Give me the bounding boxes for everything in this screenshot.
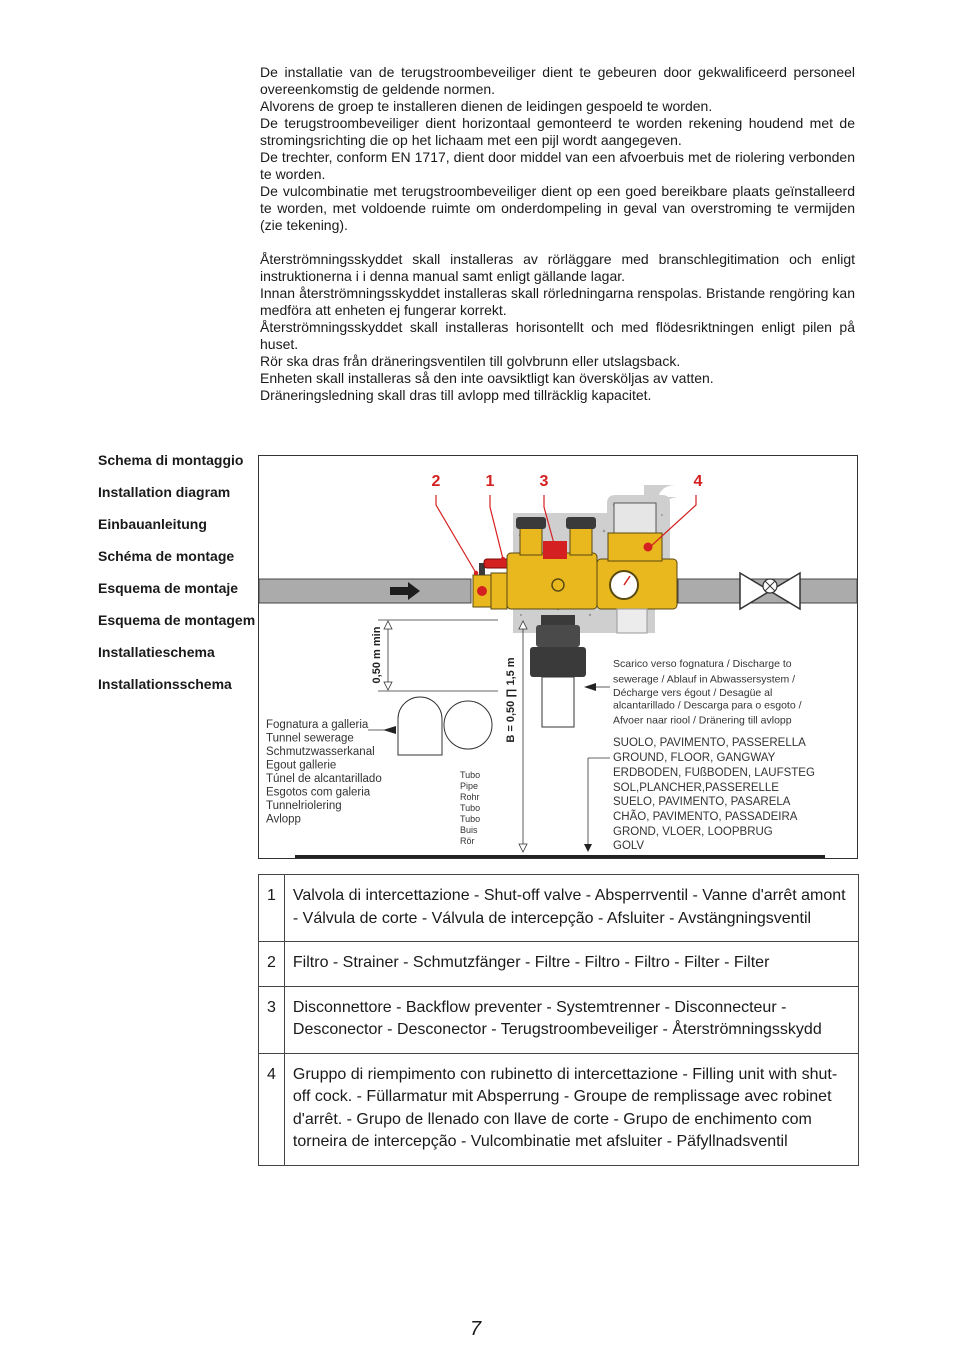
pipe-label: Rör <box>460 836 475 846</box>
callout-1-dot <box>501 557 505 561</box>
legend-row <box>259 942 859 987</box>
legend-description: Filtro - Strainer - Schmutzfänger - Filtre - Filtro - Filtro - Filter - Filter <box>284 942 858 987</box>
inlet-pipe <box>259 579 471 603</box>
backflow-preventer-body <box>507 553 597 609</box>
tunnel-label: Avlopp <box>266 813 301 826</box>
side-label-es: Esquema de montaje <box>98 580 239 596</box>
intro-paragraph-nl: De installatie van de terugstroombeveiliger dient te gebeuren door gekwalificeerd personeel overeenkomstig de geldende normen. <box>260 64 855 97</box>
legend-description: Gruppo di riempimento con rubinetto di intercettazione - Filling unit with shut-off cock. - Füllarmatur mit Absperrung - Groupe de remplissage avec robinet d'arrêt. - Grupo de llenado con llave de corte - Grupo de enchimento com torneira de intercepção - Vulcombinatie met afsluiter - Päfyllnadsventil <box>284 1053 858 1165</box>
tunnel-sewerage-icon <box>398 697 442 755</box>
test-cock-left <box>520 525 542 555</box>
tunnel-label: Tunnel sewerage <box>266 732 354 745</box>
side-label-fr: Schéma de montage <box>98 548 235 564</box>
tunnel-label: Tunnelriolering <box>266 800 342 812</box>
intro-paragraph-sv: Återströmningsskyddet skall installeras horisontellt och med flödesriktningen enligt pilen på huset. <box>260 319 855 352</box>
strainer-body <box>491 573 507 609</box>
dim-b-label: B = 0,50 ∏ 1,5 m <box>505 657 517 743</box>
installation-diagram <box>258 455 858 859</box>
pipe-label: Buis <box>460 825 478 835</box>
intro-paragraph-sv: Dräneringsledning skall dras till avlopp med tillräcklig kapacitet. <box>260 387 652 403</box>
pipe-label: Tubo <box>460 814 481 824</box>
drain-pipe <box>542 677 574 727</box>
discharge-label: alcantarillado / Descarga para o esgoto / <box>613 699 802 712</box>
diagram-side-labels <box>98 452 258 708</box>
funnel-connector <box>541 615 575 625</box>
side-label-sv: Installationsschema <box>98 676 232 692</box>
tunnel-label: Túnel de alcantarillado <box>266 773 382 785</box>
ground-label: ERDBODEN, FUßBODEN, LAUFSTEG <box>613 767 815 779</box>
legend-description: Valvola di intercettazione - Shut-off valve - Absperrventil - Vanne d'arrêt amont - Válvula de corte - Válvula de intercepção - Afsluiter - Avstängningsventil <box>284 875 858 942</box>
paragraph-gap <box>260 234 855 251</box>
filling-unit-indicator <box>644 543 653 552</box>
intro-paragraph-nl: Alvorens de groep te installeren dienen de leidingen gespoeld te worden. <box>260 98 713 114</box>
dim-min-label: 0,50 m min <box>371 626 383 684</box>
ground-label: GOLV <box>613 840 645 852</box>
legend-row <box>259 1053 859 1165</box>
tunnel-label: Egout gallerie <box>266 759 337 772</box>
ground-label: CHÃO, PAVIMENTO, PASSADEIRA <box>613 811 798 823</box>
pipe-label: Tubo <box>460 803 481 813</box>
page-number: 7 <box>470 1318 482 1340</box>
intro-paragraph-sv: Rör ska dras från dräneringsventilen till golvbrunn eller utslagsback. <box>260 353 681 369</box>
side-label-en: Installation diagram <box>98 484 231 500</box>
legend-description: Disconnettore - Backflow preventer - Systemtrenner - Disconnecteur - Desconector - Desconector - Terugstroombeveiliger - Återströmningsskydd <box>284 986 858 1053</box>
ground-label: GROUND, FLOOR, GANGWAY <box>613 752 776 764</box>
ground-label: SUOLO, PAVIMENTO, PASSERELLA <box>613 737 806 749</box>
intro-paragraph-nl: De terugstroombeveiliger dient horizontaal gemonteerd te worden rekening houdend met de stromingsrichting die op het lichaam met een pijl wordt aangegeven. <box>260 115 855 148</box>
pipe-labels <box>460 770 480 846</box>
discharge-label: Scarico verso fognatura / Discharge to <box>613 658 792 670</box>
legend-row <box>259 875 859 942</box>
tunnel-label: Schmutzwasserkanal <box>266 746 375 758</box>
filling-unit-bottom <box>617 609 647 633</box>
intro-paragraph-sv: Återströmningsskyddet skall installeras av rörläggare med branschlegitimation och enligt instruktionerna i i denna manual samt enligt gällande lagar. <box>260 251 855 284</box>
test-cock-right-cap <box>566 517 596 529</box>
tunnel-label: Fognatura a galleria <box>266 719 369 731</box>
intro-paragraph-nl: De vulcombinatie met terugstroombeveiliger dient op een goed bereikbare plaats geïnstalleerd te worden, met voldoende ruimte om onderdompeling in geval van overstroming te vermijden (zie tekening). <box>260 183 855 233</box>
intro-paragraph-sv: Innan återströmningsskyddet installeras skall rörledningarna renspolas. Bristande rengöring kan medföra att enheten ej fungerar korrekt. <box>260 285 855 318</box>
tunnel-label: Esgotos com galeria <box>266 786 371 799</box>
funnel-upper <box>536 625 580 647</box>
side-label-nl: Installatieschema <box>98 644 215 660</box>
callout-3-dot <box>554 549 558 553</box>
intro-paragraph-sv: Enheten skall installeras så den inte oavsiktligt kan översköljas av vatten. <box>260 370 714 386</box>
test-cock-left-cap <box>516 517 546 529</box>
legend-number: 1 <box>259 875 285 942</box>
ground-label: SOL,PLANCHER,PASSERELLE <box>613 782 779 794</box>
intro-text <box>260 64 855 404</box>
legend-row <box>259 986 859 1053</box>
pipe-label: Pipe <box>460 781 479 791</box>
pipe-label: Tubo <box>460 770 481 780</box>
ground-label: GROND, VLOER, LOOPBRUG <box>613 826 773 838</box>
side-label-pt: Esquema de montagem <box>98 612 256 628</box>
pipe-section-icon <box>444 701 492 749</box>
drain-funnel <box>530 647 586 677</box>
callout-2-dot <box>474 571 478 575</box>
filling-unit-top <box>608 533 662 561</box>
callout-1: 1 <box>485 473 495 490</box>
ground-label: SUELO, PAVIMENTO, PASARELA <box>613 796 791 808</box>
side-label-de: Einbauanleitung <box>98 516 207 532</box>
shutoff-valve-cap <box>477 586 487 596</box>
legend-number: 4 <box>259 1053 285 1165</box>
discharge-label: Afvoer naar riool / Dränering till avlopp <box>613 714 792 727</box>
legend-number: 3 <box>259 986 285 1053</box>
discharge-label: Décharge vers égout / Desagüe al <box>613 687 773 699</box>
callout-2: 2 <box>431 473 441 490</box>
pipe-label: Rohr <box>460 792 480 802</box>
callout-4: 4 <box>693 473 703 490</box>
callout-3: 3 <box>539 473 549 490</box>
intro-paragraph-nl: De trechter, conform EN 1717, dient door middel van een afvoerbuis met de riolering verbonden te worden. <box>260 149 855 182</box>
ground-line <box>295 855 825 858</box>
discharge-label: sewerage / Ablauf in Abwassersystem / <box>613 673 796 686</box>
test-cock-right <box>570 525 592 555</box>
component-legend-table <box>258 874 859 1166</box>
side-label-it: Schema di montaggio <box>98 452 244 468</box>
filling-unit-cover <box>614 503 656 533</box>
legend-number: 2 <box>259 942 285 987</box>
